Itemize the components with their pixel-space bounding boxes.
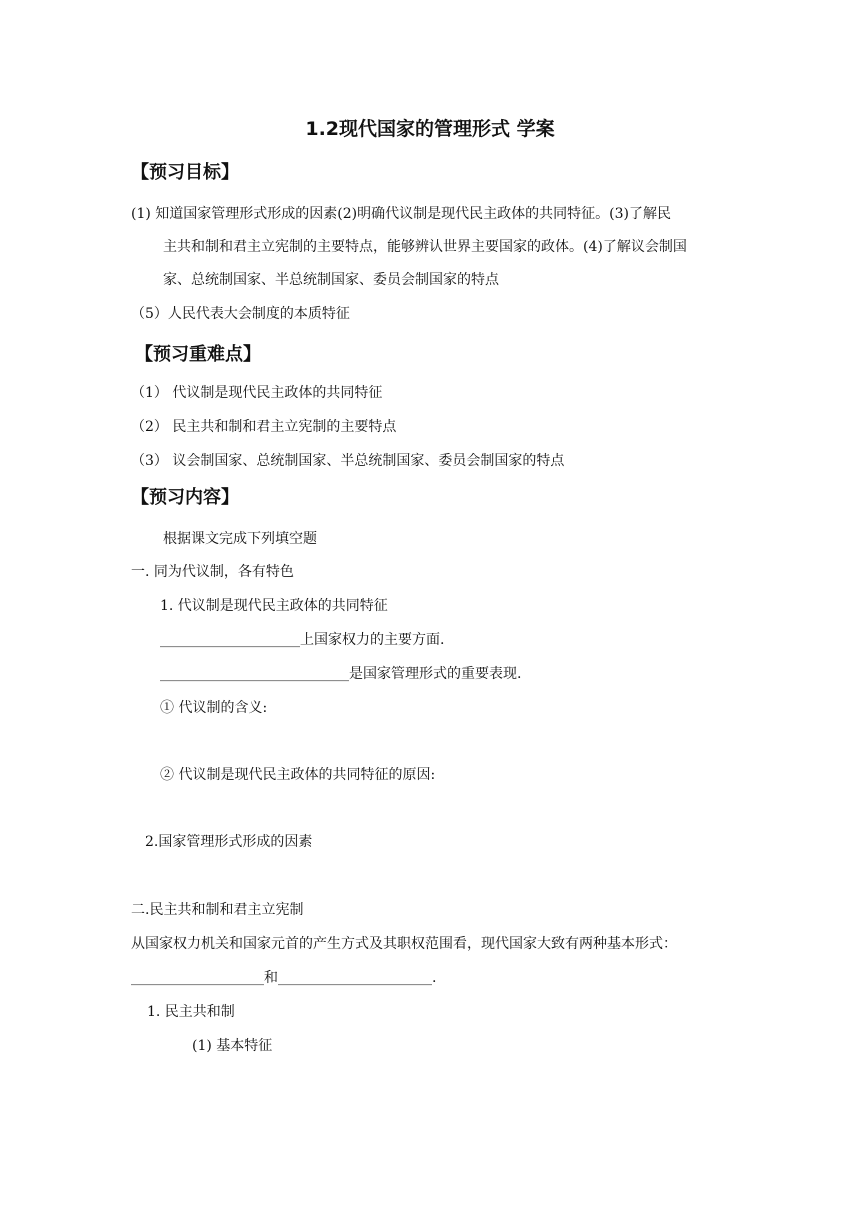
section-heading-goals: 【预习目标】 (131, 162, 239, 183)
part2-title: 二.民主共和制和君主立宪制 (131, 902, 304, 918)
part2-item1: 1. 民主共和制 (147, 1004, 235, 1020)
section-heading-content: 【预习内容】 (131, 487, 239, 508)
part2-sub1: (1) 基本特征 (192, 1038, 273, 1054)
difficulty-item: （1） 代议制是现代民主政体的共同特征 (131, 385, 383, 401)
content-intro: 根据课文完成下列填空题 (163, 531, 317, 547)
difficulty-item: （3） 议会制国家、总统制国家、半总统制国家、委员会制国家的特点 (131, 453, 565, 469)
part1-sub2: ② 代议制是现代民主政体的共同特征的原因: (160, 767, 436, 783)
fill-blanks-forms: ___________________和______________________. (131, 970, 437, 986)
fill-blank-1: ____________________上国家权力的主要方面. (160, 632, 445, 648)
part1-item2: 2.国家管理形式形成的因素 (145, 834, 313, 850)
part1-item1: 1. 代议制是现代民主政体的共同特征 (160, 598, 388, 614)
section-heading-difficulties: 【预习重难点】 (135, 344, 261, 365)
document-title: 1.2现代国家的管理形式 学案 (305, 118, 555, 140)
goals-text-line3: 家、总统制国家、半总统制国家、委员会制国家的特点 (163, 272, 499, 288)
goals-text-item5: （5）人民代表大会制度的本质特征 (131, 306, 350, 322)
part1-title: 一. 同为代议制，各有特色 (131, 564, 294, 580)
fill-blank-2: ___________________________是国家管理形式的重要表现. (160, 666, 522, 682)
part1-sub1: ① 代议制的含义: (160, 700, 268, 716)
part2-intro: 从国家权力机关和国家元首的产生方式及其职权范围看，现代国家大致有两种基本形式： (131, 936, 677, 952)
goals-text-line1: (1) 知道国家管理形式形成的因素(2)明确代议制是现代民主政体的共同特征。(3)了解民 (131, 206, 671, 222)
goals-text-line2: 主共和制和君主立宪制的主要特点，能够辨认世界主要国家的政体。(4)了解议会制国 (163, 239, 687, 255)
difficulty-item: （2） 民主共和制和君主立宪制的主要特点 (131, 419, 397, 435)
